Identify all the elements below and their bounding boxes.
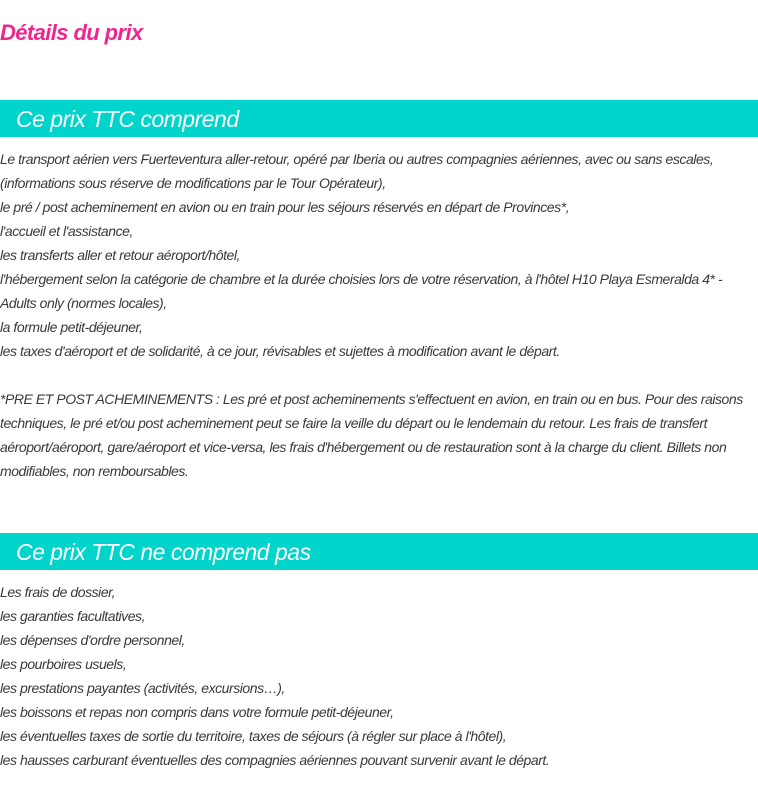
included-heading: Ce prix TTC comprend [16,106,239,132]
page-title: Détails du prix [0,20,143,45]
list-item: l'hébergement selon la catégorie de chambre et la durée choisies lors de votre réservation, à l'hôtel H10 Playa Esmeralda 4* - Adults only (normes locales), [0,271,723,311]
list-item: les boissons et repas non compris dans votre formule petit-déjeuner, [0,704,394,720]
list-item: les transferts aller et retour aéroport/hôtel, [0,247,240,263]
pre-post-note: *PRE ET POST ACHEMINEMENTS : Les pré et post acheminements s'effectuent en avion, en train ou en bus. Pour des raisons techniques, le pré et/ou post acheminement peut se faire la veille du départ ou le lendemain du retour. Les frais de transfert aéroport/aéroport, gare/aéroport et vice-versa, les frais d'hébergement ou de restauration sont à la charge du client. Billets non modifiables, non remboursables. [0,391,743,479]
list-item: l'accueil et l'assistance, [0,223,133,239]
list-item: le pré / post acheminement en avion ou en train pour les séjours réservés en départ de Provinces*, [0,199,570,215]
list-item: les hausses carburant éventuelles des compagnies aériennes pouvant survenir avant le départ. [0,752,550,768]
included-section-header [0,100,758,137]
excluded-heading: Ce prix TTC ne comprend pas [16,539,311,565]
included-list [0,147,756,363]
excluded-section-header [0,533,758,570]
list-item: les garanties facultatives, [0,608,146,624]
list-item: la formule petit-déjeuner, [0,319,143,335]
excluded-list [0,580,756,772]
list-item: les dépenses d'ordre personnel, [0,632,185,648]
list-item: Le transport aérien vers Fuerteventura aller-retour, opéré par Iberia ou autres compagnies aériennes, avec ou sans escales, (informations sous réserve de modifications par le Tour Opérateur), [0,151,714,191]
list-item: les pourboires usuels, [0,656,127,672]
list-item: les éventuelles taxes de sortie du territoire, taxes de séjours (à régler sur place à l'hôtel), [0,728,507,744]
list-item: les taxes d'aéroport et de solidarité, à ce jour, révisables et sujettes à modification avant le départ. [0,343,560,359]
list-item: Les frais de dossier, [0,584,116,600]
list-item: les prestations payantes (activités, excursions…), [0,680,285,696]
